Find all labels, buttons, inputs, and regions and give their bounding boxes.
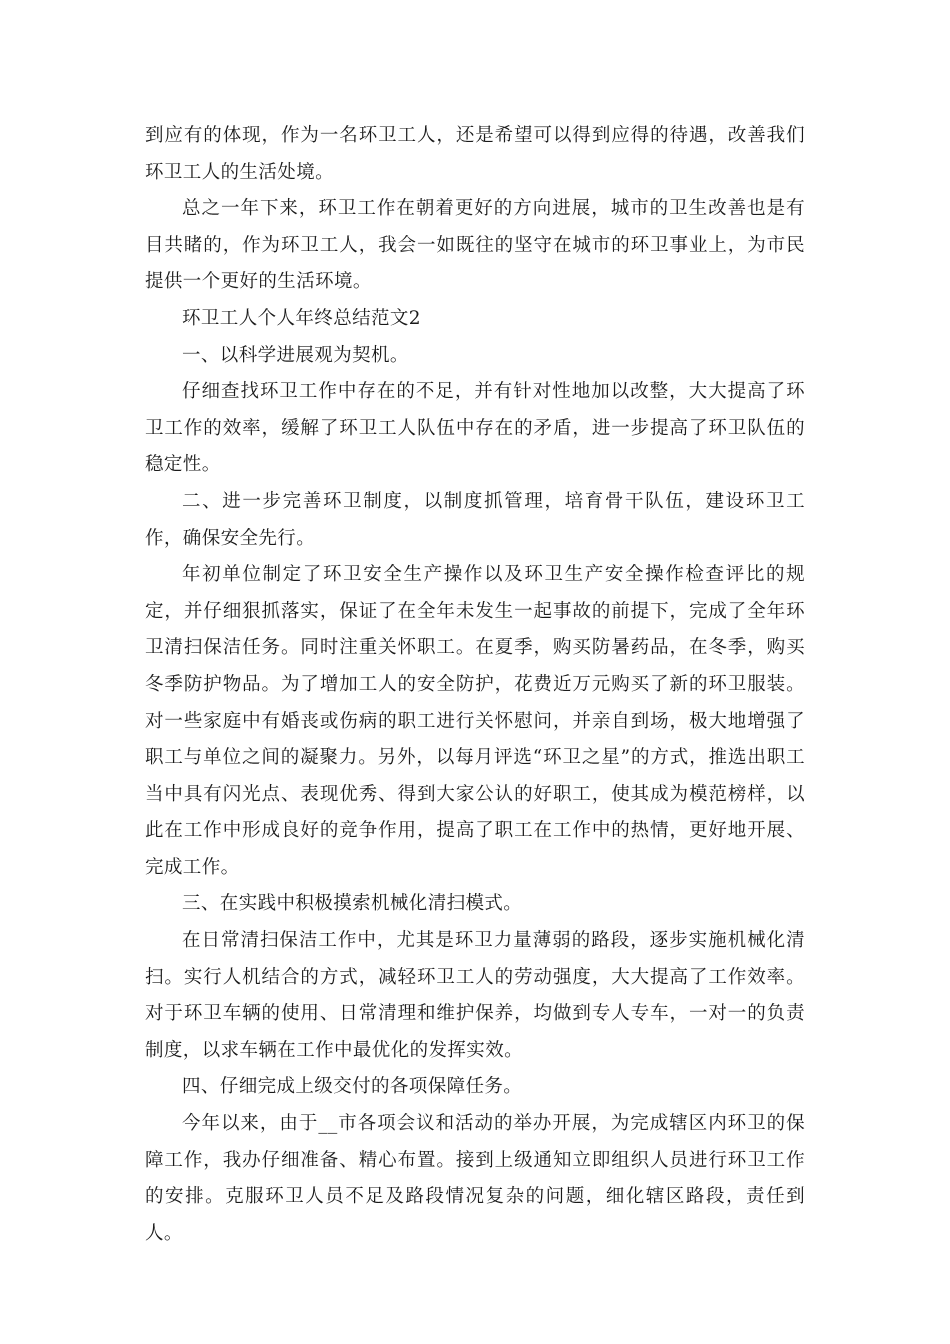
heading-item-2: 二、进一步完善环卫制度，以制度抓管理，培育骨干队伍，建设环卫工作，确保安全先行。 [145,490,805,549]
paragraph-conclusion: 总之一年下来，环卫工作在朝着更好的方向进展，城市的卫生改善也是有目共睹的，作为环卫工人，我会一如既往的坚守在城市的环卫事业上，为市民提供一个更好的生活环境。 [145,198,805,293]
document-body [145,118,805,1252]
paragraph-item-2: 年初单位制定了环卫安全生产操作以及环卫生产安全操作检查评比的规定，并仔细狠抓落实，保证了在全年未发生一起事故的前提下，完成了全年环卫清扫保洁任务。同时注重关怀职工。在夏季，购买防暑药品，在冬季，购买冬季防护物品。为了增加工人的安全防护，花费近万元购买了新的环卫服装。对一些家庭中有婚丧或伤病的职工进行关怀慰问，并亲自到场，极大地增强了职工与单位之间的凝聚力。另外，以每月评选“环卫之星”的方式，推选出职工当中具有闪光点、表现优秀、得到大家公认的好职工，使其成为模范榜样，以此在工作中形成良好的竞争作用，提高了职工在工作中的热情，更好地开展、完成工作。 [145,564,805,878]
paragraph-item-3: 在日常清扫保洁工作中，尤其是环卫力量薄弱的路段，逐步实施机械化清扫。实行人机结合的方式，减轻环卫工人的劳动强度，大大提高了工作效率。对于环卫车辆的使用、日常清理和维护保养，均做到专人专车，一对一的负责制度，以求车辆在工作中最优化的发挥实效。 [145,930,805,1061]
section-title: 环卫工人个人年终总结范文2 [182,307,421,329]
paragraph-item-4: 今年以来，由于__市各项会议和活动的举办开展，为完成辖区内环卫的保障工作，我办仔细准备、精心布置。接到上级通知立即组织人员进行环卫工作的安排。克服环卫人员不足及路段情况复杂的问题，细化辖区路段，责任到人。 [145,1113,805,1244]
heading-item-4: 四、仔细完成上级交付的各项保障任务。 [182,1076,523,1098]
heading-item-1: 一、以科学进展观为契机。 [182,344,409,366]
heading-item-3: 三、在实践中积极摸索机械化清扫模式。 [182,893,523,915]
paragraph-item-1: 仔细查找环卫工作中存在的不足，并有针对性地加以改整，大大提高了环卫工作的效率，缓解了环卫工人队伍中存在的矛盾，进一步提高了环卫队伍的稳定性。 [145,381,805,476]
paragraph-continuation: 到应有的体现，作为一名环卫工人，还是希望可以得到应得的待遇，改善我们环卫工人的生活处境。 [145,125,805,183]
